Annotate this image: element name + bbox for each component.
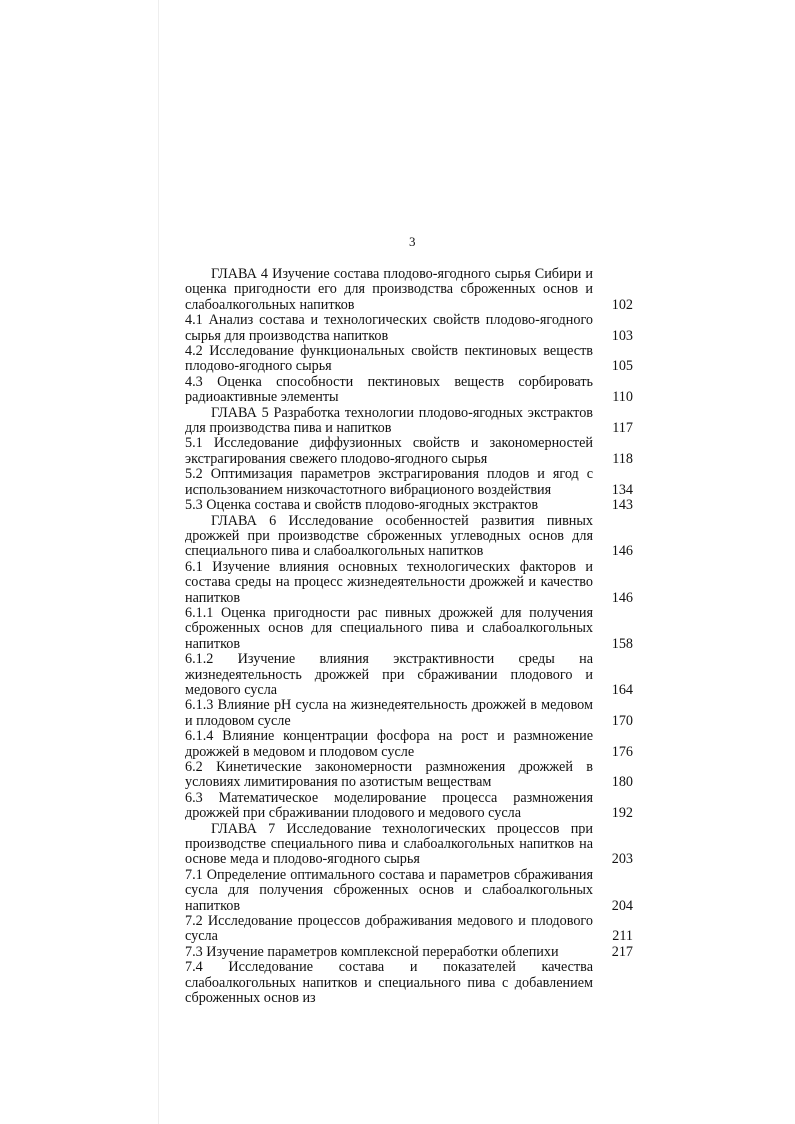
toc-entry-title: 6.3 Математическое моделирование процесса размножения дрожжей при сбраживании плодового и медового сусла bbox=[185, 789, 593, 822]
toc-entry-page: 204 bbox=[611, 897, 633, 914]
toc-entry-title: ГЛАВА 5 Разработка технологии плодово-ягодных экстрактов для производства пива и напитков bbox=[185, 404, 593, 437]
toc-entry-title: 6.1.4 Влияние концентрации фосфора на рост и размножение дрожжей в медовом и плодовом сусле bbox=[185, 728, 593, 760]
page-number: 3 bbox=[409, 234, 416, 249]
toc-entry-title: 5.1 Исследование диффузионных свойств и закономерностей экстрагирования свежего плодово-ягодного сырья bbox=[185, 435, 593, 467]
toc-entry-title: 6.1.3 Влияние pH сусла на жизнедеятельность дрожжей в медовом и плодовом сусле bbox=[185, 697, 593, 729]
toc-entry bbox=[185, 791, 633, 822]
toc-entry-page: 105 bbox=[611, 358, 633, 375]
toc-entry bbox=[185, 760, 633, 791]
toc-entry bbox=[185, 375, 633, 406]
toc-entry bbox=[185, 267, 633, 313]
toc-entry-title: 7.4 Исследование состава и показателей качества слабоалкогольных напитков и специального пива с добавлением сброженных основ из bbox=[185, 959, 593, 1007]
toc-entry-page: 192 bbox=[611, 805, 633, 822]
toc-entry-page: 203 bbox=[611, 851, 633, 868]
toc-entry-page: 158 bbox=[611, 635, 633, 652]
toc-entry-title: 7.2 Исследование процессов дображивания медового и плодового сусла bbox=[185, 913, 593, 945]
toc-entry-title: 6.1.2 Изучение влияния экстрактивности среды на жизнедеятельность дрожжей при сбраживании плодового и медового сусла bbox=[185, 651, 593, 698]
table-of-contents bbox=[185, 267, 633, 1007]
toc-entry bbox=[185, 514, 633, 560]
toc-entry bbox=[185, 652, 633, 698]
toc-entry bbox=[185, 729, 633, 760]
toc-entry-page: 146 bbox=[611, 543, 633, 560]
toc-entry-title: 4.1 Анализ состава и технологических свойств плодово-ягодного сырья для производства напитков bbox=[185, 312, 593, 344]
toc-entry bbox=[185, 945, 633, 960]
toc-entry bbox=[185, 344, 633, 375]
toc-entry-page: 102 bbox=[611, 296, 633, 313]
toc-entry bbox=[185, 436, 633, 467]
toc-entry-page: 164 bbox=[611, 681, 633, 698]
toc-entry-title: 6.2 Кинетические закономерности размножения дрожжей в условиях лимитирования по азотистым веществам bbox=[185, 759, 593, 791]
toc-entry-page: 180 bbox=[611, 774, 633, 791]
toc-entry-page: 170 bbox=[611, 712, 633, 729]
toc-entry-page: 103 bbox=[611, 327, 633, 344]
toc-entry-title: 5.3 Оценка состава и свойств плодово-ягодных экстрактов bbox=[185, 497, 539, 514]
toc-entry-page: 143 bbox=[611, 497, 633, 514]
toc-entry-title: 6.1.1 Оценка пригодности рас пивных дрожжей для получения сброженных основ для специального пива и слабоалкогольных напитков bbox=[185, 604, 593, 652]
toc-entry-title: 4.2 Исследование функциональных свойств пектиновых веществ плодово-ягодного сырья bbox=[185, 343, 593, 375]
toc-entry-page: 211 bbox=[612, 928, 633, 945]
toc-entry bbox=[185, 406, 633, 437]
toc-entry-page: 176 bbox=[611, 743, 633, 760]
toc-entry bbox=[185, 868, 633, 914]
toc-entry-page: 117 bbox=[612, 420, 633, 437]
toc-entry-page: 110 bbox=[612, 389, 633, 406]
toc-entry-title: ГЛАВА 7 Исследование технологических процессов при производстве специального пива и слабоалкогольных напитков на основе меда и плодово-ягодного сырья bbox=[185, 820, 593, 868]
toc-entry bbox=[185, 313, 633, 344]
toc-entry-page: 118 bbox=[612, 450, 633, 467]
toc-entry bbox=[185, 498, 633, 513]
scan-edge bbox=[158, 0, 159, 1124]
toc-entry bbox=[185, 560, 633, 606]
toc-entry-title: 6.1 Изучение влияния основных технологических факторов и состава среды на процесс жизнедеятельности дрожжей и качество напитков bbox=[185, 558, 593, 606]
toc-entry-page: 134 bbox=[611, 481, 633, 498]
toc-entry bbox=[185, 822, 633, 868]
toc-entry-title: 4.3 Оценка способности пектиновых веществ сорбировать радиоактивные элементы bbox=[185, 373, 593, 406]
toc-entry-title: 5.2 Оптимизация параметров экстрагирования плодов и ягод с использованием низкочастотного вибрационого воздействия bbox=[185, 466, 593, 498]
toc-entry bbox=[185, 960, 633, 1006]
toc-entry-page: 146 bbox=[611, 589, 633, 606]
toc-entry-page: 217 bbox=[611, 943, 633, 960]
toc-entry-title: 7.1 Определение оптимального состава и параметров сбраживания сусла для получения сброженных основ и слабоалкогольных напитков bbox=[185, 866, 593, 914]
toc-entry-title: 7.3 Изучение параметров комплексной переработки облепихи bbox=[185, 943, 559, 960]
toc-entry bbox=[185, 914, 633, 945]
toc-entry bbox=[185, 606, 633, 652]
toc-entry bbox=[185, 467, 633, 498]
toc-entry-title: ГЛАВА 4 Изучение состава плодово-ягодного сырья Сибири и оценка пригодности его для производства сброженных основ и слабоалкогольных напитков bbox=[185, 266, 593, 313]
toc-entry-title: ГЛАВА 6 Исследование особенностей развития пивных дрожжей при производстве сброженных углеводных основ для специального пива и слабоалкогольных напитков bbox=[185, 512, 593, 560]
toc-entry bbox=[185, 698, 633, 729]
